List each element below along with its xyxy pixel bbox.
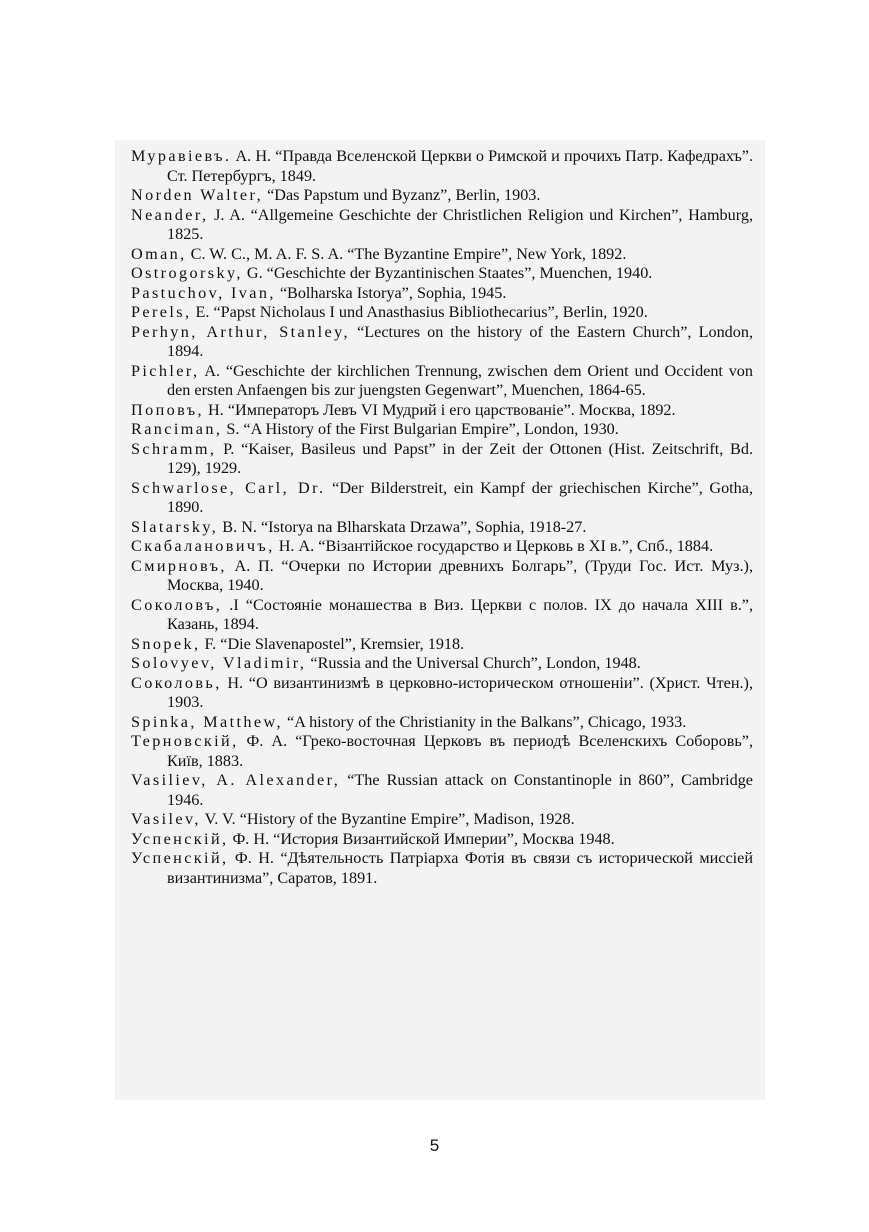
entry-text: А. П. “Очерки по Истории древнихъ Болгарь”, (Труди Гос. Ист. Муз.), Москва, 1940.	[167, 556, 753, 594]
entry-author: Solovyev, Vladimir,	[131, 654, 307, 672]
entry-text: “The Russian attack on Constantinople in 860”, Cambridge 1946.	[167, 771, 753, 809]
entry-author: Успенскiй,	[131, 849, 229, 867]
entry-author: Spinka, Matthew,	[131, 712, 283, 731]
entry-text: A. “Geschichte der kirchlichen Trennung, zwischen dem Orient und Occident von den ersten Anfaengen bis zur juengsten Gegenwart”, Muenchen, 1864-65.	[167, 361, 753, 399]
bibliography-entry	[131, 264, 753, 284]
entry-text: J. A. “Allgemeine Geschichte der Christlichen Religion und Kirchen”, Hamburg, 1825.	[167, 205, 753, 243]
bibliography-entry	[131, 596, 753, 635]
entry-author: Norden Walter,	[131, 186, 264, 204]
entry-text: Н. А. “Візантійское государство и Церковь в XI в.”, Спб., 1884.	[274, 537, 714, 555]
bibliography-entry	[131, 732, 753, 771]
entry-text: P. “Kaiser, Basileus und Papst” in der Zeit der Ottonen (Hist. Zeitschrift, Bd. 129), 1929.	[167, 439, 753, 477]
bibliography-entry	[131, 323, 753, 362]
bibliography-entry	[131, 186, 753, 206]
entry-author: Смирновъ,	[131, 556, 227, 575]
entry-author: Терновскiй,	[131, 732, 239, 750]
entry-author: Schwarlose, Carl, Dr.	[131, 478, 326, 497]
entry-text: А. Н. “Правда Вселенской Церкви о Римской и прочихъ Патр. Кафедрахъ”. Ст. Петербургъ, 1849.	[167, 147, 753, 185]
entry-text: C. W. C., M. A. F. S. A. “The Byzantine Empire”, New York, 1892.	[186, 244, 627, 263]
bibliography-entry	[131, 635, 753, 655]
entry-text: G. “Geschichte der Byzantinischen Staates”, Muenchen, 1940.	[242, 264, 653, 282]
entry-author: Perhyn, Arthur, Stanley,	[131, 322, 350, 341]
bibliography-entry	[131, 245, 753, 265]
entry-text: F. “Die Slavenapostel”, Kremsier, 1918.	[200, 634, 465, 653]
bibliography-list	[131, 147, 753, 888]
bibliography-entry	[131, 440, 753, 479]
entry-author: Соколовь,	[131, 673, 222, 692]
entry-author: Ostrogorsky,	[131, 264, 243, 282]
bibliography-entry	[131, 713, 753, 733]
bibliography-entry	[131, 420, 753, 440]
entry-author: Snopek,	[131, 634, 201, 653]
bibliography-entry	[131, 147, 753, 186]
bibliography-entry	[131, 557, 753, 596]
entry-text: “Das Papstum und Byzanz”, Berlin, 1903.	[263, 186, 541, 204]
bibliography-entry	[131, 810, 753, 830]
bibliography-entry	[131, 654, 753, 674]
entry-text: Ф. Н. “Дѣятельность Патріарха Фотія въ связи съ исторической миссiей византинизма”, Саратов, 1891.	[167, 849, 753, 887]
entry-author: Успенскiй,	[131, 829, 229, 848]
entry-author: Скабалановичъ,	[131, 537, 275, 555]
bibliography-entry	[131, 401, 753, 421]
entry-author: Муравiевъ.	[131, 147, 232, 165]
entry-author: Schramm,	[131, 439, 217, 458]
entry-author: Neander,	[131, 205, 209, 224]
entry-author: Vasilev,	[131, 810, 201, 828]
entry-text: E. “Papst Nicholaus I und Anasthasius Bibliothecarius”, Berlin, 1920.	[191, 303, 648, 321]
bibliography-entry	[131, 479, 753, 518]
entry-text: .I “Состоянiе монашества в Виз. Церкви с полов. IX до начала XIII в.”, Казань, 1894.	[167, 595, 753, 633]
entry-author: Ranciman,	[131, 420, 223, 438]
bibliography-entry	[131, 537, 753, 557]
entry-text: Н. “Императоръ Левъ VI Мудрий і его царствованiе”. Москва, 1892.	[204, 400, 676, 419]
page-number: 5	[429, 1136, 440, 1155]
bibliography-entry	[131, 362, 753, 401]
entry-author: Perels,	[131, 303, 192, 321]
entry-author: Vasiliev, A. Alexander,	[131, 771, 341, 789]
entry-author: Oman,	[131, 244, 187, 263]
entry-author: Поповъ,	[131, 400, 204, 419]
entry-text: “Lectures on the history of the Eastern Church”, London, 1894.	[167, 322, 753, 360]
entry-text: “Russia and the Universal Church”, London, 1948.	[306, 654, 641, 672]
entry-author: Pichler,	[131, 361, 200, 380]
bibliography-entry	[131, 830, 753, 850]
entry-text: “Der Bilderstreit, ein Kampf der griechischen Kirche”, Gotha, 1890.	[167, 478, 753, 516]
bibliography-entry	[131, 206, 753, 245]
bibliography-entry	[131, 849, 753, 888]
bibliography-entry	[131, 674, 753, 713]
entry-text: Н. “О византинизмѣ в церковно-историческом отношенiи”. (Христ. Чтен.), 1903.	[167, 673, 753, 711]
entry-text: B. N. “Istorya na Blharskata Drzawa”, Sophia, 1918-27.	[218, 517, 587, 536]
entry-text: Ф. Н. “История Византийской Империи”, Москва 1948.	[228, 829, 615, 848]
bibliography-entry	[131, 518, 753, 538]
bibliography-entry	[131, 303, 753, 323]
entry-text: “A history of the Christianity in the Balkans”, Chicago, 1933.	[283, 712, 687, 731]
entry-text: Ф. А. “Греко-восточная Церковъ въ периодѣ Вселенскихъ Соборовь”, Київ, 1883.	[167, 732, 753, 770]
entry-text: V. V. “History of the Byzantine Empire”, Madison, 1928.	[200, 810, 575, 828]
bibliography-entry	[131, 284, 753, 304]
bibliography-entry	[131, 771, 753, 810]
entry-text: S. “A History of the First Bulgarian Empire”, London, 1930.	[222, 420, 619, 438]
entry-author: Pastuchov, Ivan,	[131, 283, 276, 302]
entry-author: Соколовъ,	[131, 595, 223, 614]
entry-author: Slatarsky,	[131, 517, 219, 536]
entry-text: “Bolharska Istorya”, Sophia, 1945.	[275, 283, 507, 302]
